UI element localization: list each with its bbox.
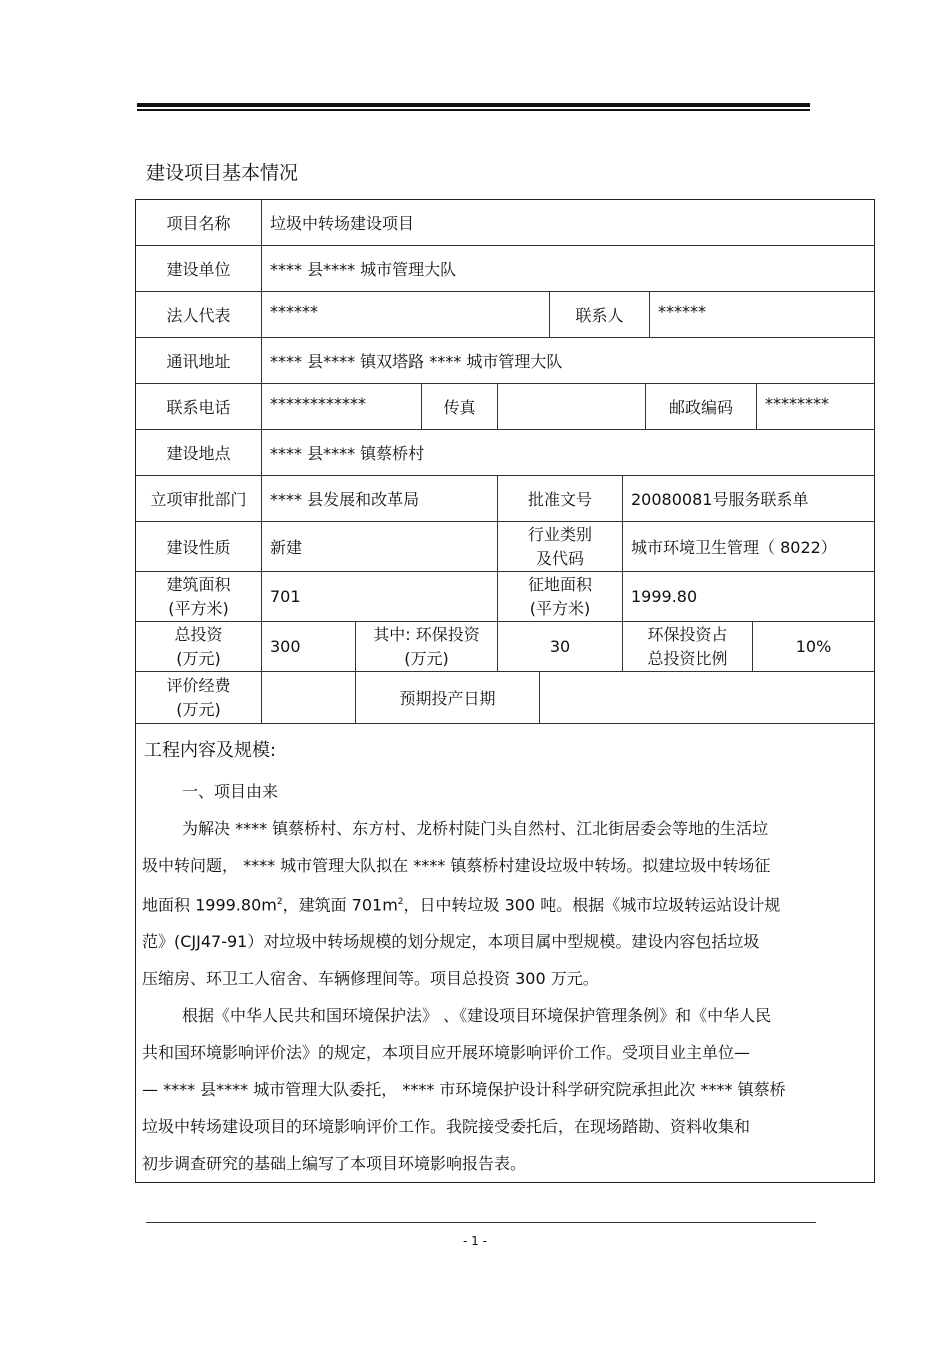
origin-subheading: 一、项目由来: [182, 782, 279, 801]
approval-doc-value: 20080081号服务联系单: [623, 476, 874, 522]
builder-label: 建设单位: [136, 246, 262, 292]
land-area-label: 征地面积 (平方米): [498, 572, 623, 622]
total-investment-label: 总投资 (万元): [136, 622, 262, 672]
postcode-label: 邮政编码: [646, 384, 757, 430]
header-rule-thin: [137, 109, 810, 111]
header-rule-thick: [137, 103, 810, 107]
total-investment-value: 300: [262, 622, 356, 672]
fax-value: [498, 384, 646, 430]
para2-line: 垃圾中转场建设项目的环境影响评价工作。我院接受委托后，在现场踏勘、资料收集和: [142, 1117, 751, 1137]
para2-line: 初步调查研究的基础上编写了本项目环境影响报告表。: [142, 1154, 527, 1174]
approval-dept-label: 立项审批部门: [136, 476, 262, 522]
content-title: 工程内容及规模:: [144, 740, 277, 761]
para1-line: 为解决 **** 镇蔡桥村、东方村、龙桥村陡门头自然村、江北街居委会等地的生活垃: [182, 819, 769, 838]
para2-line: 根据《中华人民共和国环境保护法》 、《建设项目环境保护管理条例》和《中华人民: [182, 1006, 772, 1026]
page-number: - 1 -: [463, 1234, 487, 1248]
approval-doc-label: 批准文号: [498, 476, 623, 522]
industry-value: 城市环境卫生管理（ 8022）: [623, 522, 874, 572]
para1-line: 范》(CJJ47-91）对垃圾中转场规模的划分规定，本项目属中型规模。建设内容包括垃圾: [142, 932, 760, 952]
phone-label: 联系电话: [136, 384, 262, 430]
footer-rule: [146, 1222, 816, 1223]
postcode-value: ********: [757, 384, 874, 430]
nature-value: 新建: [262, 522, 498, 572]
production-date-value: [540, 672, 874, 724]
contact-label: 联系人: [550, 292, 650, 338]
fax-label: 传真: [422, 384, 498, 430]
building-area-value: 701: [262, 572, 498, 622]
site-value: **** 县**** 镇蔡桥村: [262, 430, 874, 476]
land-area-value: 1999.80: [623, 572, 874, 622]
industry-label: 行业类别 及代码: [498, 522, 623, 572]
project-name-label: 项目名称: [136, 200, 262, 246]
address-label: 通讯地址: [136, 338, 262, 384]
project-origin-section: [142, 773, 870, 1182]
env-investment-label: 其中: 环保投资 (万元): [356, 622, 498, 672]
project-name-value: 垃圾中转场建设项目: [262, 200, 874, 246]
para1-line-area: 地面积 $1999.80m^2$，建筑面 $701m^2$，日中转垃圾 300 吨。根据《城市垃圾转运站设计规: [142, 895, 781, 915]
phone-value: ************: [262, 384, 422, 430]
para2-line: — **** 县**** 城市管理大队委托， **** 市环境保护设计科学研究院承担此次 **** 镇蔡桥: [142, 1080, 786, 1100]
approval-dept-value: **** 县发展和改革局: [262, 476, 498, 522]
building-area-label: 建筑面积 (平方米): [136, 572, 262, 622]
address-value: **** 县**** 镇双塔路 **** 城市管理大队: [262, 338, 874, 384]
site-label: 建设地点: [136, 430, 262, 476]
legal-rep-label: 法人代表: [136, 292, 262, 338]
eval-fee-label: 评价经费 (万元): [136, 672, 262, 724]
legal-rep-value: ******: [262, 292, 550, 338]
nature-label: 建设性质: [136, 522, 262, 572]
para2-line: 共和国环境影响评价法》的规定，本项目应开展环境影响评价工作。受项目业主单位—: [142, 1043, 751, 1063]
env-investment-value: 30: [498, 622, 623, 672]
env-ratio-value: 10%: [753, 622, 874, 672]
section-title: 建设项目基本情况: [146, 162, 299, 184]
para1-line: 压缩房、环卫工人宿舍、车辆修理间等。项目总投资 300 万元。: [142, 969, 599, 989]
production-date-label: 预期投产日期: [356, 672, 540, 724]
builder-value: **** 县**** 城市管理大队: [262, 246, 874, 292]
env-ratio-label: 环保投资占 总投资比例: [623, 622, 753, 672]
eval-fee-value: [262, 672, 356, 724]
contact-value: ******: [650, 292, 874, 338]
para1-line: 圾中转问题， **** 城市管理大队拟在 **** 镇蔡桥村建设垃圾中转场。拟建垃圾中转场征: [142, 856, 771, 875]
project-info-form: [135, 199, 875, 1183]
